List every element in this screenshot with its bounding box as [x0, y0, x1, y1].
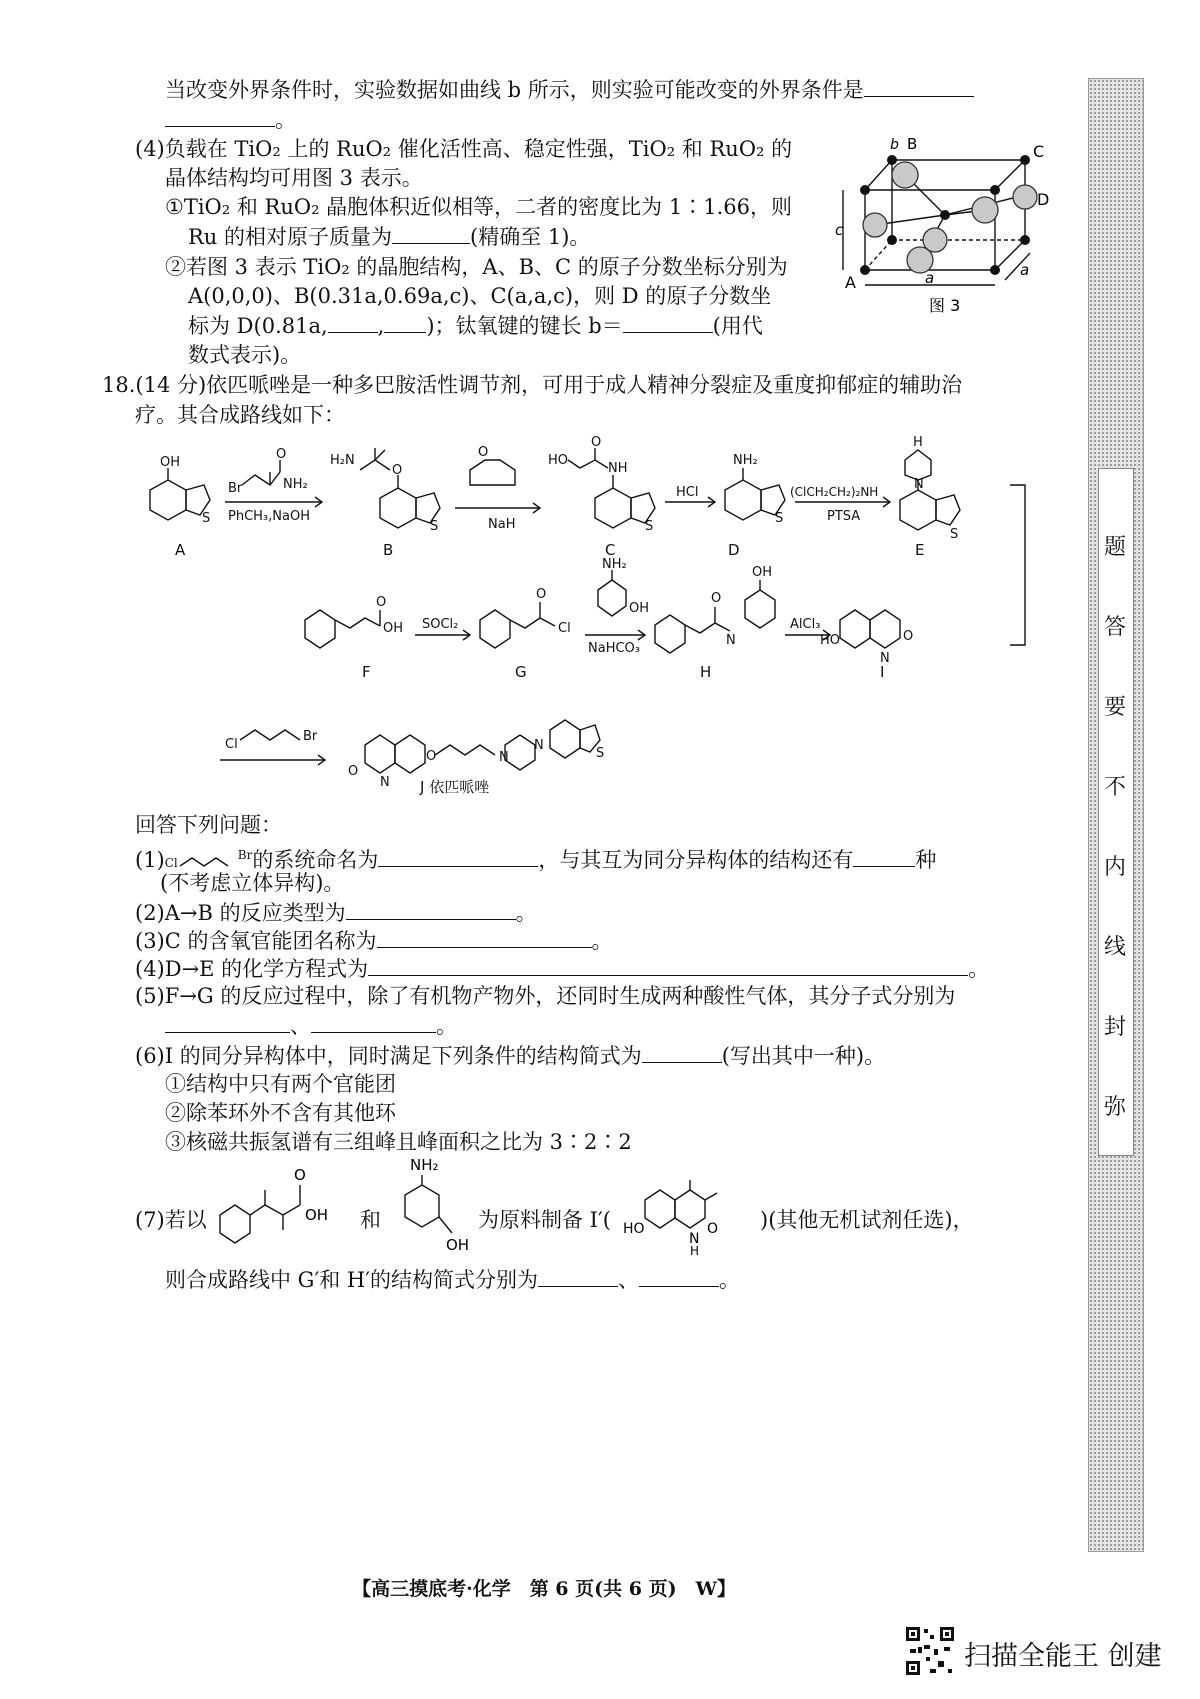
q17-part4-line1: (4)负载在 TiO₂ 上的 RuO₂ 催化活性高、稳定性强，TiO₂ 和 RuO₂ 的 [135, 137, 793, 161]
atom-label: O [903, 629, 914, 644]
reagent-label: NaH [488, 517, 516, 532]
atom-label: Cl [558, 621, 571, 636]
compound-label-J: J 依匹哌唑 [420, 778, 490, 796]
atom-label: NH [608, 461, 628, 476]
reagent-label: NH₂ [283, 477, 308, 492]
answer-blank[interactable] [311, 1010, 436, 1033]
text: Ru 的相对原子质量为 [188, 225, 393, 249]
atom-label: N [914, 477, 924, 492]
compound-label-G: G [515, 663, 527, 681]
atom-label-D: D [1037, 190, 1050, 209]
atom-label: S [596, 746, 605, 761]
text: (6)I 的同分异构体中，同时满足下列条件的结构简式为 [135, 1044, 642, 1068]
text: 、 [290, 1014, 311, 1038]
target-quinolinone-structure [615, 1175, 765, 1255]
atom-label: O [478, 445, 489, 460]
q18-sub7-d: )(其他无机试剂任选)， [760, 1208, 974, 1232]
atom-label: O [376, 595, 387, 610]
strip-char: 要 [1103, 695, 1126, 720]
text: (用代 [712, 314, 763, 338]
reagent-label: SOCl₂ [422, 617, 459, 632]
answer-blank[interactable] [392, 221, 470, 244]
q18-sub4 [135, 953, 989, 984]
answer-blank[interactable] [384, 310, 426, 333]
reagent-label: Br [228, 481, 243, 496]
q18-title-line2: 疗。其合成路线如下： [135, 403, 345, 427]
aminophenol-structure [380, 1155, 480, 1265]
answer-blank[interactable] [639, 1264, 719, 1287]
atom-label: H [913, 435, 923, 450]
atom-label-B: B [907, 135, 918, 153]
strip-char: 不 [1103, 775, 1126, 800]
text: (3)C 的含氧官能团名称为 [135, 929, 377, 953]
atom-label: NH₂ [410, 1156, 439, 1174]
q17-part4-line6: A(0,0,0)、B(0.31a,0.69a,c)、C(a,a,c)，则 D 的原子分数坐 [188, 284, 772, 308]
answer-blank[interactable] [165, 104, 275, 127]
text: 的系统命名为 [252, 848, 379, 872]
atom-label: N [689, 1231, 700, 1247]
atom-label: O [392, 463, 403, 478]
answer-blank[interactable] [853, 844, 915, 867]
reagent-label: AlCl₃ [790, 617, 821, 632]
q18-condition-2: ②除苯环外不含有其他环 [165, 1101, 396, 1125]
dim-label-a: a [925, 269, 935, 287]
reagent-label: PhCH₃,NaOH [228, 509, 310, 524]
q17-part4-line3: ①TiO₂ 和 RuO₂ 晶胞体积近似相等，二者的密度比为 1∶1.66，则 [165, 195, 792, 219]
q18-title-line1: 18.(14 分)依匹哌唑是一种多巴胺活性调节剂，可用于成人精神分裂症及重度抑郁症的辅助治 [102, 373, 963, 397]
q18-sub7-a: (7)若以 [135, 1208, 207, 1232]
atom-label: OH [383, 621, 404, 636]
atom-label: O [294, 1166, 306, 1184]
text: (精确至 1)。 [470, 225, 591, 249]
text: (1) [135, 848, 165, 872]
atom-label: H₂N [330, 453, 355, 468]
text: 种 [915, 848, 937, 872]
atom-label: O [276, 447, 287, 462]
text: 标为 D(0.81a, [188, 314, 328, 338]
text: (4)D→E 的化学方程式为 [135, 957, 369, 981]
atom-label: O [711, 591, 722, 606]
strip-char: 封 [1103, 1015, 1126, 1040]
q18-sub5-blanks [165, 1010, 457, 1041]
q17-part4-line5: ②若图 3 表示 TiO₂ 的晶胞结构，A、B、C 的原子分数坐标分别为 [165, 255, 788, 279]
compound-label-E: E [915, 541, 925, 559]
reagent-label: NaHCO₃ [588, 641, 640, 656]
atom-label: N [380, 775, 390, 790]
text: , [377, 314, 385, 338]
atom-label: HO [623, 1221, 645, 1237]
answer-blank[interactable] [864, 74, 974, 97]
atom-label: N [499, 750, 509, 765]
strip-char: 弥 [1103, 1095, 1126, 1120]
text: )；钛氧键的键长 b＝ [426, 314, 623, 338]
q18-sub5: (5)F→G 的反应过程中，除了有机物产物外，还同时生成两种酸性气体，其分子式分别为 [135, 984, 956, 1008]
q18-sub3 [135, 925, 613, 956]
q18-sub6 [135, 1040, 885, 1071]
atom-label: NH₂ [733, 453, 758, 468]
compound-label-B: B [383, 541, 394, 559]
text: Br [237, 848, 253, 862]
atom-label: S [645, 519, 654, 534]
q18-sub7-b: 和 [360, 1208, 381, 1232]
text: 、 [617, 1268, 639, 1292]
methyl-cinnamic-acid-structure [205, 1160, 375, 1260]
answer-blank[interactable] [368, 953, 968, 976]
strip-char: 题 [1103, 535, 1126, 560]
scanner-watermark: 扫描全能王 创建 [964, 1641, 1162, 1672]
text: (写出其中一种)。 [721, 1044, 886, 1068]
compound-label-C: C [605, 541, 616, 559]
answer-blank[interactable] [328, 310, 378, 333]
period: 。 [275, 108, 296, 132]
q17-part4-line8: 数式表示)。 [188, 343, 302, 367]
figure-caption: 图 3 [929, 296, 961, 315]
answer-blank[interactable] [642, 1040, 722, 1063]
compound-label-I: I [880, 663, 885, 681]
q17-line-a-cont [165, 104, 296, 135]
q17-line-a [165, 74, 974, 105]
compound-label-H: H [700, 663, 712, 681]
atom-label: N [534, 738, 544, 753]
text: (2)A→B 的反应类型为 [135, 901, 346, 925]
atom-label: O [426, 749, 437, 764]
q18-condition-3: ③核磁共振氢谱有三组峰且峰面积之比为 3∶2∶2 [165, 1130, 632, 1154]
atom-label-A: A [845, 273, 856, 292]
q17-part4-line4 [188, 221, 590, 252]
bond-label-b: b [890, 137, 899, 153]
compound-label-D: D [728, 541, 740, 559]
q18-sub7-c: 为原料制备 I′( [478, 1208, 611, 1232]
reagent-label: Cl [225, 737, 238, 752]
reagent-label: Br [303, 729, 318, 744]
atom-label: O [348, 764, 359, 779]
q17-part4-line2: 晶体结构均可用图 3 表示。 [165, 166, 423, 190]
atom-label: OH [305, 1206, 329, 1224]
text: 。 [591, 929, 613, 953]
atom-label: OH [446, 1236, 470, 1254]
atom-label: N [726, 633, 736, 648]
q18-sub2 [135, 897, 537, 928]
atom-label: HO [820, 633, 841, 648]
page-footer: 【高三摸底考·化学 第 6 页(共 6 页) W】 [352, 1578, 736, 1600]
q18-sub1-note: (不考虑立体异构)。 [160, 871, 345, 895]
answer-blank[interactable] [346, 897, 516, 920]
reagent-label: HCl [676, 485, 699, 500]
figure-3-unit-cell [835, 135, 1070, 345]
binding-strip-text-area [1098, 468, 1134, 1156]
text: 。 [515, 901, 537, 925]
q18-sub7-e [165, 1264, 740, 1295]
answer-blank[interactable] [378, 844, 538, 867]
atom-label: OH [160, 455, 181, 470]
q17-part4-line7 [188, 310, 763, 341]
atom-label: N [880, 651, 890, 666]
text: 则合成路线中 G′和 H′的结构简式分别为 [165, 1268, 538, 1292]
reagent-label: PTSA [827, 509, 861, 524]
atom-label: NH₂ [602, 557, 627, 572]
text: Cl [164, 856, 178, 870]
text: 。 [968, 957, 990, 981]
compound-label-A: A [175, 541, 186, 559]
text: 。 [436, 1014, 457, 1038]
strip-char: 答 [1103, 615, 1126, 640]
atom-label: S [430, 519, 439, 534]
answer-blank[interactable] [538, 1264, 618, 1287]
atom-label-C: C [1033, 142, 1045, 161]
strip-char: 线 [1103, 935, 1126, 960]
compound-label-F: F [362, 663, 371, 681]
atom-label: S [775, 511, 784, 526]
strip-char: 内 [1103, 855, 1126, 880]
atom-label: O [536, 587, 547, 602]
atom-label: O [591, 435, 602, 450]
answer-blank[interactable] [165, 1010, 290, 1033]
atom-label: OH [629, 601, 650, 616]
synthesis-scheme [130, 430, 1060, 810]
atom-label: S [950, 527, 959, 542]
q17-line-a-text: 当改变外界条件时，实验数据如曲线 b 所示，则实验可能改变的外界条件是 [165, 78, 864, 102]
dim-label-a: a [1020, 261, 1030, 279]
text: 。 [718, 1268, 740, 1292]
answer-blank[interactable] [623, 310, 713, 333]
reagent-label: (ClCH₂CH₂)₂NH [790, 485, 879, 499]
text: ，与其互为同分异构体的结构还有 [538, 848, 854, 872]
answer-blank[interactable] [377, 925, 592, 948]
atom-label: O [707, 1221, 719, 1237]
dim-label-c: c [835, 221, 844, 239]
q18-condition-1: ①结构中只有两个官能团 [165, 1072, 396, 1096]
atom-label: HO [548, 453, 569, 468]
qr-code-icon [904, 1625, 956, 1677]
atom-label: OH [752, 565, 773, 580]
atom-label: H [690, 1244, 700, 1255]
answer-intro: 回答下列问题： [135, 813, 282, 837]
atom-label: S [202, 511, 211, 526]
